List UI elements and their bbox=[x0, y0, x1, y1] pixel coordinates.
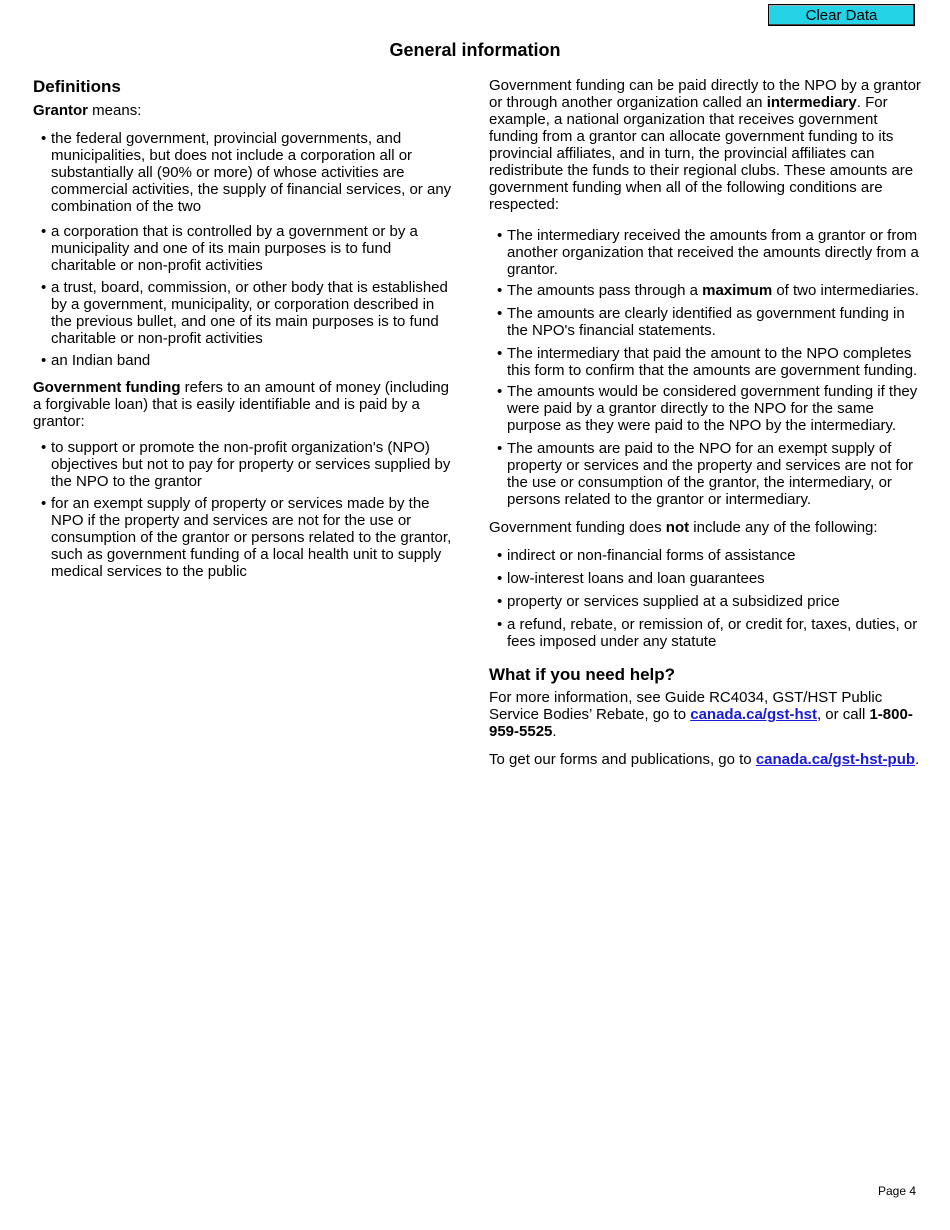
forms-text: To get our forms and publications, go to bbox=[489, 751, 756, 768]
exclusions-intro bbox=[489, 519, 929, 536]
government-funding-term: Government funding bbox=[33, 379, 181, 396]
not-term: not bbox=[665, 519, 690, 536]
list-item: • a refund, rebate, or remission of, or credit for, taxes, duties, or fees imposed under any statute bbox=[489, 616, 929, 650]
exclusions-list bbox=[489, 547, 929, 650]
list-item: • The amounts would be considered government funding if they were paid by a grantor directly to the NPO for the same purpose as they were paid to the NPO by the intermediary. bbox=[489, 383, 929, 434]
government-funding-list bbox=[33, 439, 453, 580]
list-item: • an Indian band bbox=[33, 352, 453, 369]
intermediary-term: intermediary bbox=[766, 94, 857, 111]
intermediary-paragraph bbox=[489, 77, 929, 213]
conditions-list bbox=[489, 227, 929, 508]
list-item: • for an exempt supply of property or services made by the NPO if the property and services are not for the use or consumption of the grantor or persons related to the grantor, such as government funding of a local health unit to supply medical services to the public bbox=[33, 495, 453, 580]
page-title: General information bbox=[389, 40, 561, 60]
definitions-column bbox=[33, 77, 453, 580]
exclusions-text: Government funding does bbox=[489, 519, 666, 536]
list-item: • the federal government, provincial governments, and municipalities, but does not include a corporation all or substantially all (90% or more) of whose activities are commercial activities, the supply of financial services, or any combination of the two bbox=[33, 130, 453, 215]
cond2-text: The amounts pass through a bbox=[507, 282, 703, 299]
grantor-term: Grantor bbox=[33, 102, 89, 119]
list-item: • low-interest loans and loan guarantees bbox=[489, 570, 929, 587]
list-item: • The intermediary received the amounts from a grantor or from another organization that received the amounts directly from a grantor. bbox=[489, 227, 929, 278]
help-paragraph bbox=[489, 689, 929, 740]
grantor-list bbox=[33, 130, 453, 369]
forms-text-end: . bbox=[915, 751, 920, 768]
help-text: For more information, see Guide RC4034, GST/HST Public Service Bodies’ Rebate, go to bbox=[489, 689, 883, 723]
grantor-definition bbox=[33, 102, 453, 119]
exclusions-text-cont: include any of the following: bbox=[689, 519, 878, 536]
government-funding-definition bbox=[33, 379, 453, 430]
cond2-text-cont: of two intermediaries. bbox=[772, 282, 919, 299]
list-item: • The intermediary that paid the amount to the NPO completes this form to confirm that the amounts are government funding. bbox=[489, 345, 929, 379]
government-funding-text: refers to an amount of money (including a forgivable loan) that is easily identifiable and is paid by a grantor: bbox=[33, 379, 449, 430]
help-heading: What if you need help? bbox=[489, 665, 676, 684]
gst-hst-pub-link[interactable]: canada.ca/gst-hst-pub bbox=[755, 751, 916, 768]
maximum-term: maximum bbox=[702, 282, 773, 299]
gst-hst-link[interactable]: canada.ca/gst-hst bbox=[690, 706, 817, 723]
list-item: • The amounts are paid to the NPO for an exempt supply of property or services and the property and services are not for the use or consumption of the grantor, the intermediary, or persons related to the grantor or intermediary. bbox=[489, 440, 929, 508]
grantor-means: means: bbox=[88, 102, 142, 119]
page-number: Page 4 bbox=[878, 1184, 917, 1198]
help-text-cont: , or call bbox=[816, 706, 870, 723]
list-item: • a trust, board, commission, or other body that is established by a government, municipality, or corporation described in the previous bullet, and one of its main purposes is to fund charitable or non-profit activities bbox=[33, 279, 453, 347]
intro-text: Government funding can be paid directly to the NPO by a grantor or through another organization called an bbox=[489, 77, 921, 111]
list-item: • a corporation that is controlled by a government or by a municipality and one of its main purposes is to fund charitable or non-profit activities bbox=[33, 223, 453, 274]
forms-paragraph bbox=[489, 751, 929, 768]
list-item bbox=[489, 282, 929, 299]
help-phone: 1-800-959-5525 bbox=[489, 706, 913, 740]
help-text-end: . bbox=[552, 723, 557, 740]
list-item: • property or services supplied at a subsidized price bbox=[489, 593, 929, 610]
list-item: • The amounts are clearly identified as government funding in the NPO's financial statements. bbox=[489, 305, 929, 339]
intro-text-cont: . For example, a national organization that receives government funding from a grantor can allocate government funding to its provincial affiliates, and in turn, the provincial affiliates can redistribute the funds to their regional clubs. These amounts are government funding when all of the following conditions are respected: bbox=[489, 94, 914, 213]
definitions-heading: Definitions bbox=[33, 77, 121, 96]
clear-data-button[interactable]: Clear Data bbox=[768, 4, 915, 26]
list-item: • to support or promote the non-profit organization's (NPO) objectives but not to pay for property or services supplied by the NPO to the grantor bbox=[33, 439, 453, 490]
right-column bbox=[489, 77, 929, 768]
list-item: • indirect or non-financial forms of assistance bbox=[489, 547, 929, 564]
